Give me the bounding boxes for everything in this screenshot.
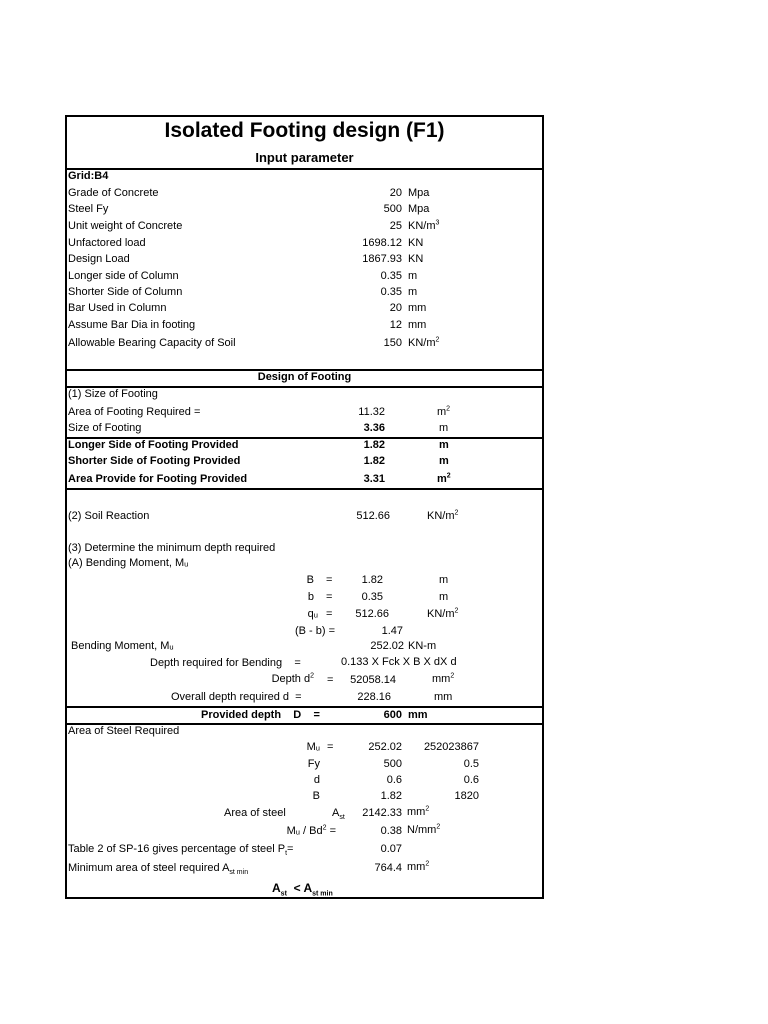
B-label: B bbox=[306, 574, 314, 586]
mu-bd2-label: Mᵤ / Bd$^2$ = bbox=[286, 824, 336, 837]
min-steel-unit: $mm^2$ bbox=[407, 860, 430, 873]
equals: = bbox=[327, 741, 334, 753]
B-unit: m bbox=[439, 574, 449, 586]
design-heading: Design of Footing bbox=[257, 371, 352, 383]
bending-moment-unit: KN-m bbox=[408, 640, 437, 652]
steel-row-value-2: 0.5 bbox=[463, 758, 479, 770]
input-value: 1698.12 bbox=[362, 237, 402, 249]
input-label: Unit weight of Concrete bbox=[68, 220, 183, 232]
input-unit: $KN/m^2$ bbox=[408, 336, 440, 349]
provided-depth-value: 600 bbox=[383, 709, 402, 721]
input-label: Longer side of Column bbox=[68, 270, 179, 282]
input-label: Unfactored load bbox=[68, 237, 146, 249]
pt-value: 0.07 bbox=[380, 843, 402, 855]
bending-moment-label: Bending Moment, Mᵤ bbox=[71, 640, 174, 652]
min-steel-value: 764.4 bbox=[374, 862, 402, 874]
input-unit: Mpa bbox=[408, 187, 430, 199]
depth-sq-value: 52058.14 bbox=[350, 674, 396, 686]
steel-row-label: d bbox=[313, 774, 320, 786]
divider bbox=[65, 706, 544, 708]
qu-value: 512.66 bbox=[355, 608, 389, 620]
input-label: Shorter Side of Column bbox=[68, 286, 183, 298]
size-row-value: 3.36 bbox=[363, 422, 385, 434]
overall-depth-unit: mm bbox=[434, 691, 453, 703]
pt-label: Table 2 of SP-16 gives percentage of steel $P_t=$ bbox=[68, 843, 294, 858]
qu-label: qᵤ bbox=[307, 608, 318, 620]
size-row-unit: m bbox=[439, 422, 449, 434]
input-label: Assume Bar Dia in footing bbox=[68, 319, 196, 331]
bending-moment-value: 252.02 bbox=[370, 640, 404, 652]
input-value: 500 bbox=[383, 203, 402, 215]
steel-row-value: 500 bbox=[383, 758, 402, 770]
page-title: Isolated Footing design (F1) bbox=[164, 119, 445, 142]
depth-sq-label: Depth $d^2$ bbox=[271, 672, 314, 685]
input-unit: $KN/m^3$ bbox=[408, 219, 440, 232]
divider bbox=[65, 488, 544, 490]
ast-symbol: $A_{st}$ bbox=[332, 807, 345, 822]
steel-row-value-2: 0.6 bbox=[463, 774, 479, 786]
input-unit: m bbox=[408, 286, 418, 298]
input-unit: KN bbox=[408, 237, 424, 249]
soil-unit: $KN/m^2$ bbox=[427, 509, 459, 522]
steel-comparison: $A_{st} < A_{st min}$ bbox=[272, 881, 333, 898]
steel-row-label: Mᵤ bbox=[306, 741, 320, 753]
depth-required-label: Depth required for Bending = bbox=[150, 657, 301, 669]
input-unit: mm bbox=[408, 302, 427, 314]
b-value: 0.35 bbox=[361, 591, 383, 603]
input-value: 0.35 bbox=[380, 286, 402, 298]
provided-depth-label: Provided depth D = bbox=[201, 709, 320, 721]
divider bbox=[65, 168, 544, 170]
input-value: 1867.93 bbox=[362, 253, 402, 265]
B-minus-b-value: 1.47 bbox=[381, 625, 403, 637]
equals: = bbox=[326, 591, 333, 603]
input-value: 20 bbox=[389, 302, 402, 314]
input-value: 150 bbox=[383, 337, 402, 349]
size-row-value: 3.31 bbox=[363, 473, 385, 485]
steel-row-value: 252.02 bbox=[368, 741, 402, 753]
B-value: 1.82 bbox=[361, 574, 383, 586]
input-label: Grade of Concrete bbox=[68, 187, 159, 199]
depth-sq-unit: $mm^2$ bbox=[432, 672, 455, 685]
steel-row-value: 1.82 bbox=[380, 790, 402, 802]
steel-row-label: B bbox=[312, 790, 320, 802]
input-unit: mm bbox=[408, 319, 427, 331]
size-row-label: Longer Side of Footing Provided bbox=[68, 439, 239, 451]
qu-unit: $KN/m^2$ bbox=[427, 607, 459, 620]
section-input-parameter: Input parameter bbox=[255, 150, 354, 165]
b-label: b bbox=[307, 591, 314, 603]
size-row-label: Area Provide for Footing Provided bbox=[68, 473, 248, 485]
steel-row-label: Fy bbox=[307, 758, 320, 770]
size-row-label: Area of Footing Required = bbox=[68, 406, 201, 418]
input-label: Bar Used in Column bbox=[68, 302, 167, 314]
depth-heading: (3) Determine the minimum depth required bbox=[68, 542, 276, 554]
size-row-value: 1.82 bbox=[363, 455, 385, 467]
depth-required-formula: 0.133 X Fck X B X dX d bbox=[341, 656, 457, 668]
size-row-unit: m bbox=[439, 439, 449, 451]
equals: = bbox=[326, 608, 333, 620]
grid-label: Grid:B4 bbox=[68, 170, 109, 182]
steel-row-value-2: 1820 bbox=[454, 790, 479, 802]
equals: = bbox=[326, 574, 333, 586]
b-unit: m bbox=[439, 591, 449, 603]
input-value: 20 bbox=[389, 187, 402, 199]
ast-unit: $mm^2$ bbox=[407, 805, 430, 818]
soil-label: (2) Soil Reaction bbox=[68, 510, 150, 522]
input-unit: Mpa bbox=[408, 203, 430, 215]
overall-depth-label: Overall depth required d = bbox=[171, 691, 302, 703]
size-row-unit: $m^2$ bbox=[437, 472, 451, 485]
mu-bd2-unit: $N/mm^2$ bbox=[407, 823, 441, 836]
steel-row-value-2: 252023867 bbox=[423, 741, 479, 753]
size-heading: (1) Size of Footing bbox=[68, 388, 158, 400]
size-row-value: 1.82 bbox=[363, 439, 385, 451]
ast-value: 2142.33 bbox=[362, 807, 402, 819]
size-row-label: Size of Footing bbox=[68, 422, 142, 434]
size-row-label: Shorter Side of Footing Provided bbox=[68, 455, 241, 467]
mu-bd2-value: 0.38 bbox=[380, 825, 402, 837]
input-label: Allowable Bearing Capacity of Soil bbox=[68, 337, 236, 349]
input-unit: KN bbox=[408, 253, 424, 265]
area-of-steel-label: Area of steel bbox=[224, 807, 286, 819]
B-minus-b-label: (B - b) = bbox=[294, 625, 335, 637]
size-row-unit: $m^2$ bbox=[437, 405, 451, 418]
steel-row-value: 0.6 bbox=[386, 774, 402, 786]
bending-moment-heading: (A) Bending Moment, Mᵤ bbox=[68, 557, 189, 569]
equals: = bbox=[327, 674, 334, 686]
input-value: 0.35 bbox=[380, 270, 402, 282]
overall-depth-value: 228.16 bbox=[357, 691, 391, 703]
soil-value: 512.66 bbox=[356, 510, 390, 522]
input-label: Steel Fy bbox=[68, 203, 109, 215]
provided-depth-unit: mm bbox=[408, 709, 428, 721]
size-row-value: 11.32 bbox=[358, 406, 385, 418]
input-unit: m bbox=[408, 270, 418, 282]
steel-heading: Area of Steel Required bbox=[68, 725, 180, 737]
min-steel-label: Minimum area of steel required $A_{st min}$ bbox=[68, 862, 249, 877]
input-value: 25 bbox=[389, 220, 402, 232]
input-value: 12 bbox=[389, 319, 402, 331]
input-label: Design Load bbox=[68, 253, 130, 265]
size-row-unit: m bbox=[439, 455, 449, 467]
